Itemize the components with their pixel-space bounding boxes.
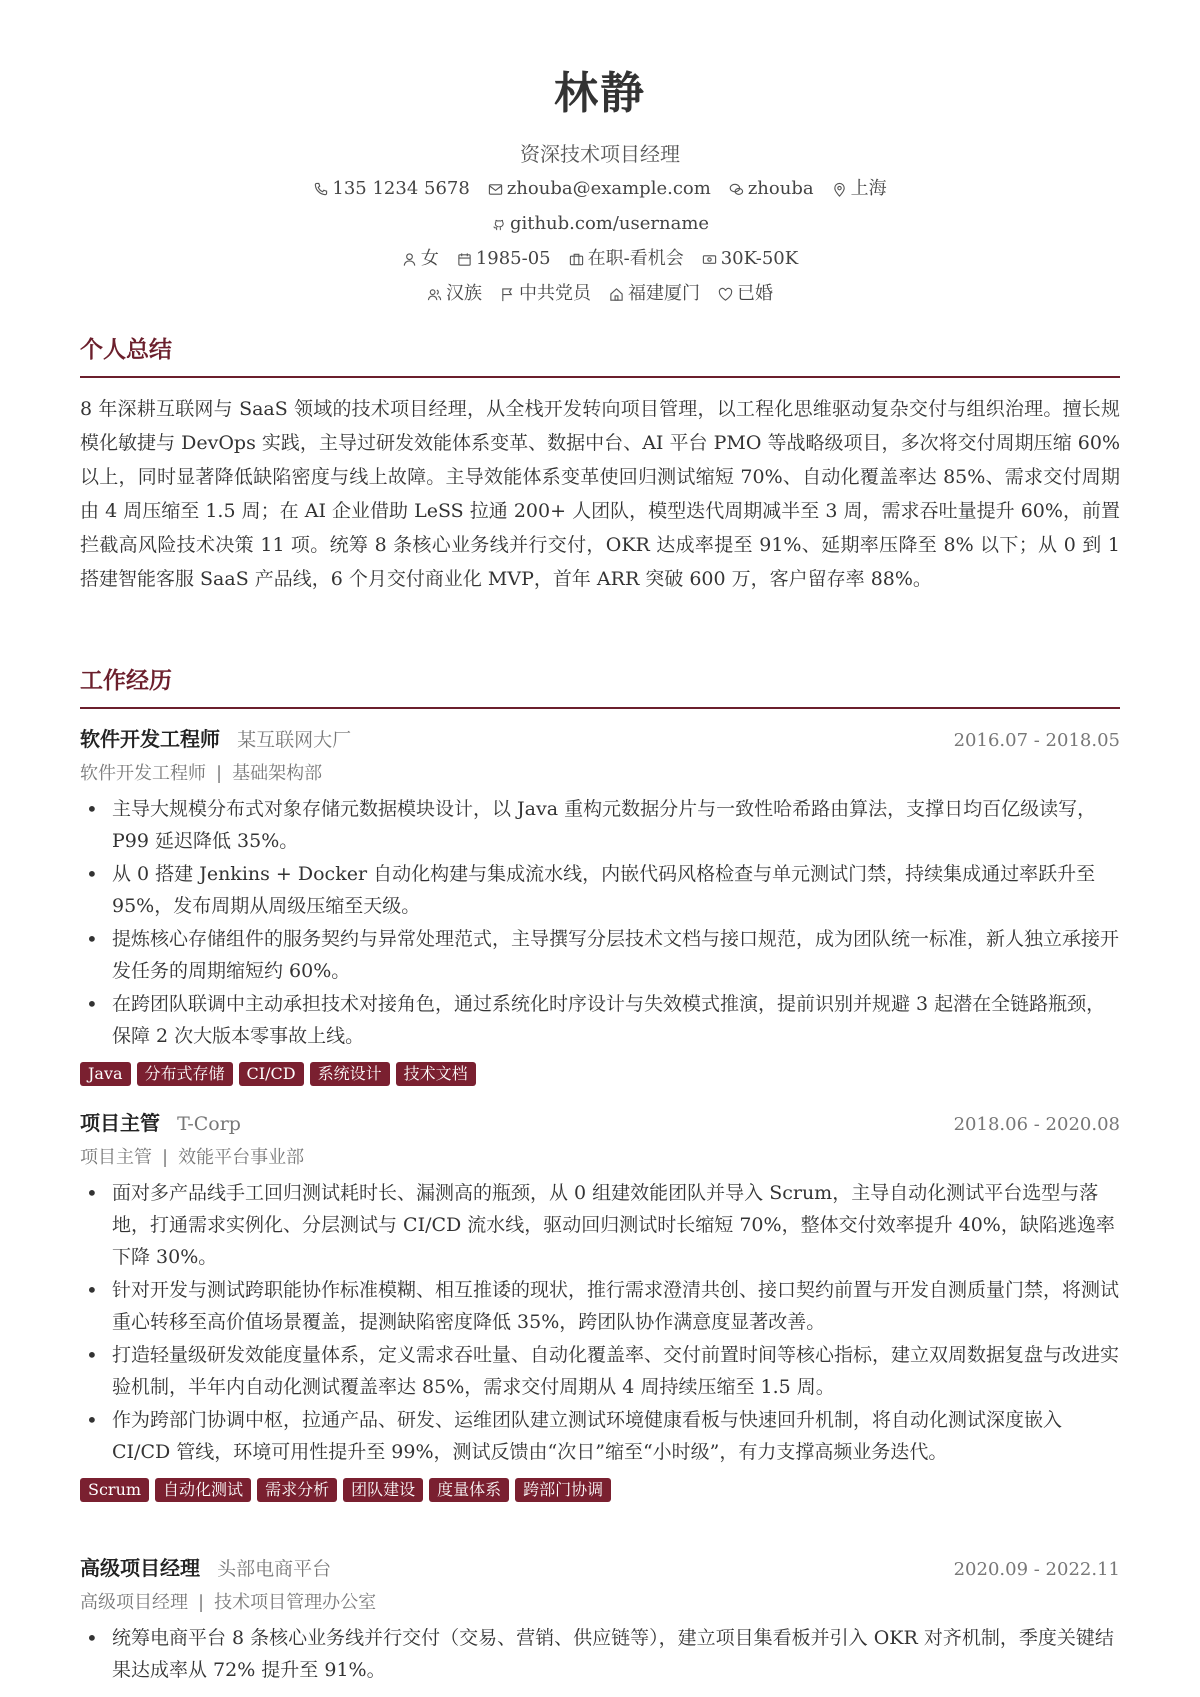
wechat-text: zhouba (747, 178, 814, 199)
section-divider (80, 376, 1120, 378)
skill-tag: Java (80, 1062, 131, 1086)
subline-separator: | (162, 1147, 169, 1168)
summary-section (80, 334, 1120, 615)
birth-text: 1985-05 (475, 248, 551, 269)
salary-text: 30K-50K (720, 248, 799, 269)
job-entry (80, 1554, 1120, 1687)
skill-tag: 技术文档 (396, 1062, 476, 1086)
job-title-headline: 资深技术项目经理 (520, 142, 680, 166)
github-icon (491, 217, 506, 232)
phone-icon (313, 182, 328, 197)
job-header (80, 1109, 1120, 1139)
ethnicity-text: 汉族 (446, 283, 482, 304)
experience-section (80, 665, 1120, 709)
github-item[interactable] (491, 211, 709, 237)
skill-tag: 需求分析 (257, 1478, 337, 1502)
job-role: 项目主管 (80, 1147, 152, 1168)
job-header (80, 1554, 1120, 1584)
party-text: 中共党员 (519, 283, 591, 304)
mail-icon (488, 182, 503, 197)
location-text: 上海 (850, 178, 887, 199)
job-department: 基础架构部 (232, 763, 323, 784)
job-header (80, 725, 1120, 755)
skill-tag: 度量体系 (429, 1478, 509, 1502)
bullet-item: • 统筹电商平台 8 条核心业务线并行交付（交易、营销、供应链等），建立项目集看板并引入 OKR 对齐机制，季度关键结果达成率从 72% 提升至 91%。 (80, 1622, 1120, 1686)
resume-header (0, 0, 1200, 307)
job-subline (80, 760, 1120, 788)
skill-tag: 自动化测试 (155, 1478, 251, 1502)
personal-info-row (0, 246, 1200, 272)
job-bullets (80, 1177, 1120, 1468)
marital-text: 已婚 (737, 283, 773, 304)
bullet-item: • 面对多产品线手工回归测试耗时长、漏测高的瓶颈，从 0 组建效能团队并导入 Scrum，主导自动化测试平台选型与落地，打通需求实例化、分层测试与 CI/CD 流水线，驱动回归测试时长缩短 70%，整体交付效率提升 40%，缺陷逃逸率下降 30%。 (80, 1177, 1120, 1273)
bullet-item: • 在跨团队联调中主动承担技术对接角色，通过系统化时序设计与失效模式推演，提前识别并规避 3 起潜在全链路瓶颈，保障 2 次大版本零事故上线。 (80, 988, 1120, 1052)
skill-tag: 分布式存储 (137, 1062, 233, 1086)
job-date: 2020.09 - 2022.11 (953, 1559, 1120, 1580)
job-company: 头部电商平台 (217, 1558, 332, 1580)
email-text: zhouba@example.com (506, 178, 711, 199)
skill-tags (80, 1478, 1120, 1502)
birth-item (457, 246, 551, 272)
skill-tag: CI/CD (239, 1062, 304, 1086)
wechat-item[interactable] (729, 176, 814, 202)
status-item (569, 246, 684, 272)
summary-heading: 个人总结 (80, 336, 172, 363)
bullet-item: • 针对开发与测试跨职能协作标准模糊、相互推诿的现状，推行需求澄清共创、接口契约前置与开发自测质量门禁，将测试重心转移至高价值场景覆盖，提测缺陷密度降低 35%，跨团队协作满意度显著改善。 (80, 1274, 1120, 1338)
candidate-name: 林静 (554, 68, 646, 119)
skill-tags (80, 1062, 1120, 1086)
job-company: 某互联网大厂 (237, 729, 352, 751)
gender-text: 女 (420, 248, 439, 269)
skill-tag: 跨部门协调 (515, 1478, 611, 1502)
job-role: 高级项目经理 (80, 1592, 188, 1613)
party-item (500, 281, 591, 307)
hometown-text: 福建厦门 (628, 283, 700, 304)
money-icon (702, 252, 717, 267)
phone-item[interactable] (313, 176, 469, 202)
skill-tag: Scrum (80, 1478, 149, 1502)
bullet-item: • 从 0 搭建 Jenkins + Docker 自动化构建与集成流水线，内嵌代码风格检查与单元测试门禁，持续集成通过率跃升至 95%，发布周期从周级压缩至天级。 (80, 858, 1120, 922)
marital-item (718, 281, 773, 307)
job-entry (80, 725, 1120, 1086)
location-icon (832, 182, 847, 197)
skill-tag: 团队建设 (343, 1478, 423, 1502)
bullet-item: • 打造轻量级研发效能度量体系，定义需求吞吐量、自动化覆盖率、交付前置时间等核心指标，建立双周数据复盘与改进实验机制，半年内自动化测试覆盖率达 85%，需求交付周期从 4 周持续压缩至 1.5 周。 (80, 1339, 1120, 1403)
github-row (0, 211, 1200, 237)
bullet-item: • 作为跨部门协调中枢，拉通产品、研发、运维团队建立测试环境健康看板与快速回升机制，将自动化测试深度嵌入 CI/CD 管线，环境可用性提升至 99%，测试反馈由“次日”缩至“小时级”，有力支撑高频业务迭代。 (80, 1404, 1120, 1468)
subline-separator: | (216, 763, 223, 784)
status-text: 在职-看机会 (587, 248, 684, 269)
heart-icon (718, 287, 733, 302)
job-bullets (80, 793, 1120, 1052)
job-entry (80, 1109, 1120, 1502)
job-department: 技术项目管理办公室 (214, 1592, 377, 1613)
job-date: 2016.07 - 2018.05 (953, 730, 1120, 751)
user-icon (402, 252, 417, 267)
background-info-row (0, 281, 1200, 307)
skill-tag: 系统设计 (310, 1062, 390, 1086)
job-subline (80, 1589, 1120, 1617)
location-item (832, 176, 887, 202)
contact-row (0, 176, 1200, 202)
calendar-icon (457, 252, 472, 267)
briefcase-icon (569, 252, 584, 267)
job-department: 效能平台事业部 (178, 1147, 305, 1168)
job-subline (80, 1144, 1120, 1172)
salary-item (702, 246, 798, 272)
section-divider (80, 707, 1120, 709)
job-title: 项目主管 (80, 1111, 160, 1135)
phone-text: 135 1234 5678 (332, 178, 470, 199)
experience-heading: 工作经历 (80, 667, 172, 694)
people-icon (427, 287, 442, 302)
job-company: T-Corp (177, 1113, 241, 1135)
gender-item (402, 246, 439, 272)
job-date: 2018.06 - 2020.08 (953, 1114, 1120, 1135)
flag-icon (500, 287, 515, 302)
email-item[interactable] (488, 176, 711, 202)
summary-text: 8 年深耕互联网与 SaaS 领域的技术项目经理，从全栈开发转向项目管理，以工程化思维驱动复杂交付与组织治理。擅长规模化敏捷与 DevOps 实践，主导过研发效能体系变革、数据中台、AI 平台 PMO 等战略级项目，多次将交付周期压缩 60% 以上，同时显著降低缺陷密度与线上故障。主导效能体系变革使回归测试缩短 70%、自动化覆盖率达 85%、需求交付周期由 4 周压缩至 1.5 周；在 AI 企业借助 LeSS 拉通 200+ 人团队，模型迭代周期减半至 3 周，需求吞吐量提升 60%，前置拦截高风险技术决策 11 项。统筹 8 条核心业务线并行交付，OKR 达成率提至 91%、延期率压降至 8% 以下；从 0 到 1 搭建智能客服 SaaS 产品线，6 个月交付商业化 MVP，首年 ARR 突破 600 万，客户留存率 88%。 (80, 398, 1120, 590)
hometown-item (609, 281, 700, 307)
wechat-icon (729, 182, 744, 197)
job-bullets (80, 1622, 1120, 1686)
subline-separator: | (198, 1592, 205, 1613)
job-title: 软件开发工程师 (80, 727, 220, 751)
github-text: github.com/username (509, 213, 710, 234)
job-title: 高级项目经理 (80, 1556, 200, 1580)
bullet-item: • 主导大规模分布式对象存储元数据模块设计，以 Java 重构元数据分片与一致性哈希路由算法，支撑日均百亿级读写，P99 延迟降低 35%。 (80, 793, 1120, 857)
ethnicity-item (427, 281, 482, 307)
bullet-item: • 提炼核心存储组件的服务契约与异常处理范式，主导撰写分层技术文档与接口规范，成为团队统一标准，新人独立承接开发任务的周期缩短约 60%。 (80, 923, 1120, 987)
job-role: 软件开发工程师 (80, 763, 206, 784)
home-icon (609, 287, 624, 302)
